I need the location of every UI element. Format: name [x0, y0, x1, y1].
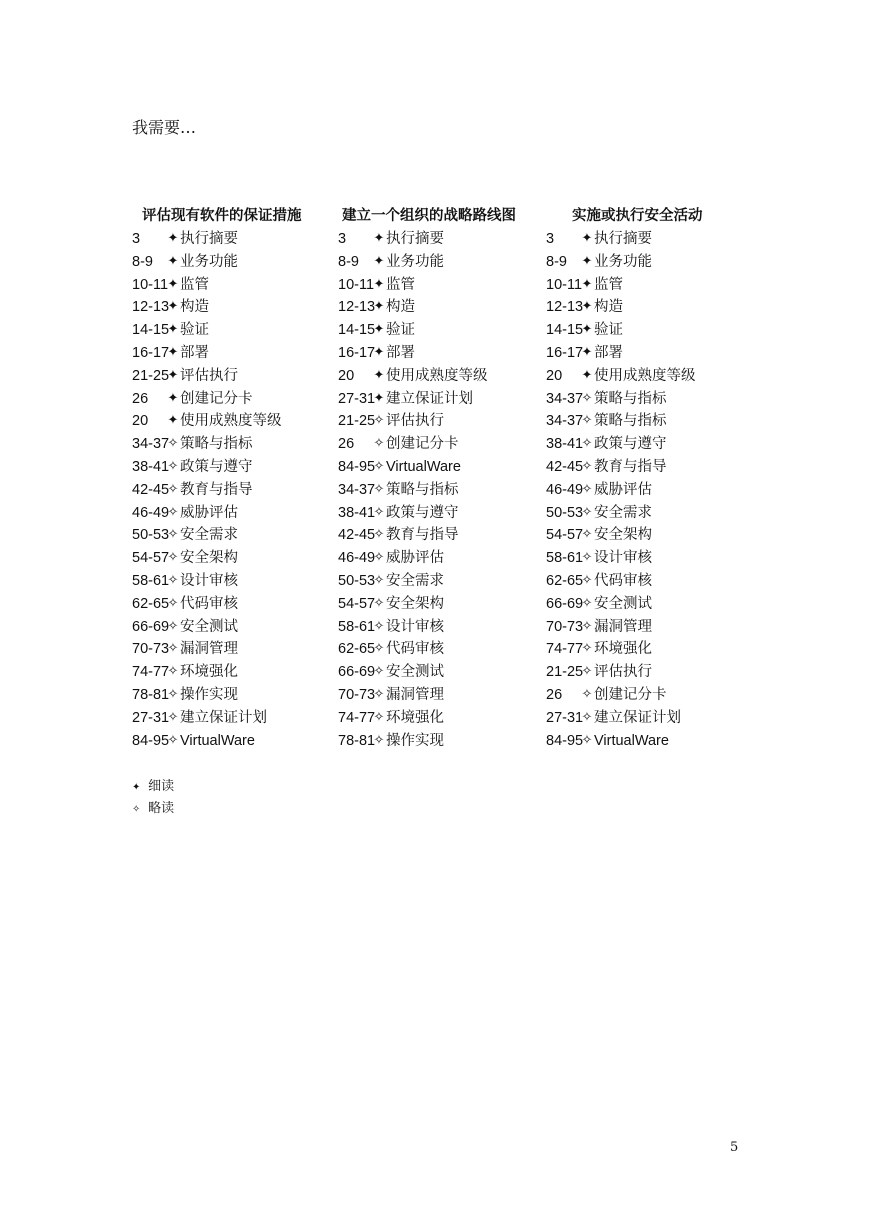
list-item — [132, 707, 342, 730]
outline-star-icon: ✧ — [167, 618, 179, 634]
list-item — [338, 707, 548, 730]
filled-star-icon: ✦ — [581, 344, 593, 360]
list-item — [338, 638, 548, 661]
section-title: 验证 — [386, 322, 415, 339]
list-item — [132, 319, 342, 342]
section-title: 安全测试 — [594, 595, 652, 612]
section-title: 漏洞管理 — [180, 641, 238, 658]
list-item — [546, 524, 756, 547]
section-title: 策略与指标 — [594, 390, 667, 407]
page-range: 66-69 — [546, 595, 584, 612]
list-item — [132, 479, 342, 502]
page-range: 42-45 — [338, 527, 376, 544]
filled-star-icon: ✦ — [373, 390, 385, 406]
outline-star-icon: ✧ — [373, 572, 385, 588]
section-title: 建立保证计划 — [594, 709, 681, 726]
list-item — [546, 502, 756, 525]
list-item — [546, 410, 756, 433]
list-item — [132, 251, 342, 274]
section-title: 使用成熟度等级 — [180, 413, 282, 430]
filled-star-icon: ✦ — [373, 344, 385, 360]
outline-star-icon: ✧ — [373, 686, 385, 702]
list-item — [546, 730, 756, 753]
list-item — [338, 547, 548, 570]
outline-star-icon: ✧ — [167, 709, 179, 725]
section-title: 代码审核 — [594, 572, 652, 589]
section-title: 环境强化 — [386, 709, 444, 726]
page-range: 16-17 — [338, 344, 376, 361]
outline-star-icon: ✧ — [581, 664, 593, 680]
column-heading: 实施或执行安全活动 — [572, 208, 703, 224]
outline-star-icon: ✧ — [167, 481, 179, 497]
section-title: 设计审核 — [386, 618, 444, 635]
list-item — [546, 342, 756, 365]
page-range: 78-81 — [338, 732, 376, 749]
list-item — [338, 456, 548, 479]
filled-star-icon: ✦ — [167, 253, 179, 269]
list-item — [338, 296, 548, 319]
section-title: 业务功能 — [386, 253, 444, 270]
list-item — [546, 456, 756, 479]
page-range: 42-45 — [132, 481, 170, 498]
outline-star-icon: ✧ — [167, 572, 179, 588]
column-heading: 建立一个组织的战略路线图 — [342, 208, 516, 224]
legend-item-skim — [132, 798, 174, 820]
filled-star-icon: ✦ — [373, 231, 385, 246]
page-range: 58-61 — [338, 618, 376, 635]
page-range: 62-65 — [546, 572, 584, 589]
list-item — [338, 479, 548, 502]
list-item — [132, 456, 342, 479]
list-item — [132, 274, 342, 297]
list-item — [338, 730, 548, 753]
list-item — [132, 502, 342, 525]
filled-star-icon: ✦ — [373, 367, 385, 383]
list-item — [546, 319, 756, 342]
section-title: 业务功能 — [594, 253, 652, 270]
list-item — [132, 524, 342, 547]
filled-star-icon: ✦ — [581, 276, 593, 292]
list-item — [338, 365, 548, 388]
outline-star-icon: ✧ — [581, 732, 593, 748]
outline-star-icon: ✧ — [167, 686, 179, 702]
page-range: 38-41 — [338, 504, 376, 521]
page-range: 34-37 — [546, 390, 584, 407]
filled-star-icon: ✦ — [581, 299, 593, 315]
page-range: 20 — [338, 367, 355, 384]
outline-star-icon: ✧ — [373, 664, 385, 680]
outline-star-icon: ✧ — [167, 436, 179, 452]
page-range: 70-73 — [338, 686, 376, 703]
page-range: 8-9 — [546, 253, 567, 270]
section-title: VirtualWare — [386, 458, 461, 475]
outline-star-icon: ✧ — [373, 641, 385, 657]
filled-star-icon: ✦ — [581, 367, 593, 383]
section-title: 安全需求 — [594, 504, 652, 521]
section-title: 操作实现 — [180, 686, 238, 703]
page-range: 54-57 — [338, 595, 376, 612]
filled-star-icon: ✦ — [581, 231, 593, 246]
outline-star-icon: ✧ — [167, 504, 179, 520]
section-title: 设计审核 — [180, 572, 238, 589]
column-rows — [338, 228, 548, 752]
section-title: 评估执行 — [386, 413, 444, 430]
filled-star-icon: ✦ — [581, 322, 593, 338]
list-item — [546, 661, 756, 684]
page-range: 50-53 — [132, 527, 170, 544]
page-range: 54-57 — [132, 550, 170, 567]
list-item — [338, 570, 548, 593]
page-range: 46-49 — [132, 504, 170, 521]
list-item — [338, 342, 548, 365]
section-title: 教育与指导 — [180, 481, 253, 498]
page-range: 74-77 — [132, 664, 170, 681]
section-title: 部署 — [180, 344, 209, 361]
page-range: 3 — [338, 231, 347, 247]
page-range: 66-69 — [338, 664, 376, 681]
page-range: 20 — [132, 413, 149, 430]
outline-star-icon: ✧ — [373, 709, 385, 725]
section-title: 漏洞管理 — [386, 686, 444, 703]
page-range: 3 — [132, 231, 141, 247]
list-item — [338, 319, 548, 342]
outline-star-icon: ✧ — [581, 709, 593, 725]
filled-star-icon: ✦ — [167, 276, 179, 292]
section-title: 评估执行 — [180, 367, 238, 384]
page-range: 21-25 — [338, 413, 376, 430]
section-title: 部署 — [386, 344, 415, 361]
list-item — [338, 524, 548, 547]
page-range: 8-9 — [338, 253, 359, 270]
section-title: 使用成熟度等级 — [594, 367, 696, 384]
page-range: 16-17 — [132, 344, 170, 361]
outline-star-icon: ✧ — [373, 527, 385, 543]
page-range: 58-61 — [546, 550, 584, 567]
list-item — [546, 365, 756, 388]
legend — [132, 776, 174, 820]
column-heading: 评估现有软件的保证措施 — [142, 208, 302, 224]
list-item — [546, 593, 756, 616]
section-title: 策略与指标 — [386, 481, 459, 498]
page-range: 62-65 — [132, 595, 170, 612]
list-item — [132, 638, 342, 661]
page-range: 21-25 — [546, 664, 584, 681]
section-title: 教育与指导 — [386, 527, 459, 544]
page-range: 20 — [546, 367, 563, 384]
filled-star-icon: ✦ — [132, 782, 141, 793]
legend-label: 细读 — [148, 779, 175, 794]
section-title: 安全需求 — [180, 527, 238, 544]
outline-star-icon: ✧ — [167, 458, 179, 474]
section-title: 环境强化 — [180, 664, 238, 681]
list-item — [546, 616, 756, 639]
list-item — [338, 502, 548, 525]
page-range: 10-11 — [132, 276, 169, 293]
column-rows — [132, 228, 342, 752]
page-range: 16-17 — [546, 344, 584, 361]
section-title: 安全需求 — [386, 572, 444, 589]
page-range: 27-31 — [132, 709, 170, 726]
list-item — [338, 388, 548, 411]
page-range: 38-41 — [546, 436, 584, 453]
list-item — [546, 228, 756, 251]
column-implement — [546, 205, 756, 752]
page-range: 50-53 — [338, 572, 376, 589]
section-title: 安全架构 — [386, 595, 444, 612]
list-item — [546, 296, 756, 319]
section-title: 监管 — [386, 276, 415, 293]
list-item — [132, 388, 342, 411]
filled-star-icon: ✦ — [167, 367, 179, 383]
list-item — [546, 707, 756, 730]
outline-star-icon: ✧ — [167, 732, 179, 748]
page-range: 50-53 — [546, 504, 584, 521]
list-item — [338, 410, 548, 433]
section-title: 策略与指标 — [180, 436, 253, 453]
list-item — [132, 570, 342, 593]
outline-star-icon: ✧ — [581, 572, 593, 588]
section-title: 安全架构 — [180, 550, 238, 567]
page-range: 12-13 — [546, 299, 584, 316]
list-item — [338, 274, 548, 297]
page-range: 27-31 — [338, 390, 376, 407]
column-assess — [132, 205, 342, 752]
page-range: 46-49 — [338, 550, 376, 567]
page-number: 5 — [730, 1140, 739, 1155]
list-item — [338, 433, 548, 456]
page-range: 21-25 — [132, 367, 170, 384]
list-item — [132, 593, 342, 616]
section-title: 执行摘要 — [386, 231, 444, 247]
list-item — [132, 616, 342, 639]
legend-item-read — [132, 776, 174, 798]
page-range: 84-95 — [546, 732, 584, 749]
page-range: 8-9 — [132, 253, 153, 270]
page-range: 34-37 — [546, 413, 584, 430]
filled-star-icon: ✦ — [167, 390, 179, 406]
outline-star-icon: ✧ — [373, 481, 385, 497]
section-title: 安全架构 — [594, 527, 652, 544]
section-title: 建立保证计划 — [386, 390, 473, 407]
page-range: 14-15 — [546, 322, 584, 339]
list-item — [546, 433, 756, 456]
list-item — [132, 684, 342, 707]
section-title: 政策与遵守 — [386, 504, 459, 521]
outline-star-icon: ✧ — [581, 595, 593, 611]
section-title: 验证 — [594, 322, 623, 339]
section-title: 评估执行 — [594, 664, 652, 681]
page-range: 42-45 — [546, 458, 584, 475]
section-title: 设计审核 — [594, 550, 652, 567]
section-title: 教育与指导 — [594, 458, 667, 475]
outline-star-icon: ✧ — [167, 641, 179, 657]
section-title: 部署 — [594, 344, 623, 361]
outline-star-icon: ✧ — [373, 413, 385, 429]
section-title: 验证 — [180, 322, 209, 339]
page-range: 34-37 — [338, 481, 376, 498]
section-title: 构造 — [386, 299, 415, 316]
page-range: 46-49 — [546, 481, 584, 498]
list-item — [132, 547, 342, 570]
list-item — [546, 388, 756, 411]
list-item — [338, 661, 548, 684]
section-title: 安全测试 — [386, 664, 444, 681]
filled-star-icon: ✦ — [167, 413, 179, 429]
filled-star-icon: ✦ — [373, 253, 385, 269]
list-item — [132, 661, 342, 684]
outline-star-icon: ✧ — [373, 618, 385, 634]
column-rows — [546, 228, 756, 752]
page-range: 38-41 — [132, 458, 170, 475]
section-title: 创建记分卡 — [180, 390, 253, 407]
section-title: 安全测试 — [180, 618, 238, 635]
section-title: 代码审核 — [386, 641, 444, 658]
filled-star-icon: ✦ — [373, 299, 385, 315]
list-item — [132, 296, 342, 319]
outline-star-icon: ✧ — [581, 390, 593, 406]
intro-text: 我需要… — [132, 118, 197, 137]
page-range: 10-11 — [546, 276, 583, 293]
page-range: 27-31 — [546, 709, 584, 726]
list-item — [546, 570, 756, 593]
section-title: 政策与遵守 — [594, 436, 667, 453]
list-item — [546, 638, 756, 661]
page-range: 66-69 — [132, 618, 170, 635]
section-title: 政策与遵守 — [180, 458, 253, 475]
list-item — [546, 251, 756, 274]
outline-star-icon: ✧ — [373, 458, 385, 474]
page-range: 26 — [132, 390, 149, 407]
list-item — [546, 479, 756, 502]
section-title: 威胁评估 — [594, 481, 652, 498]
section-title: VirtualWare — [180, 732, 255, 749]
outline-star-icon: ✧ — [132, 804, 141, 815]
section-title: 操作实现 — [386, 732, 444, 749]
list-item — [132, 228, 342, 251]
page-range: 26 — [546, 686, 563, 703]
list-item — [338, 616, 548, 639]
outline-star-icon: ✧ — [581, 413, 593, 429]
page-range: 70-73 — [546, 618, 584, 635]
outline-star-icon: ✧ — [373, 436, 385, 452]
page-range: 58-61 — [132, 572, 170, 589]
page-range: 12-13 — [132, 299, 170, 316]
outline-star-icon: ✧ — [581, 481, 593, 497]
section-title: 创建记分卡 — [594, 686, 667, 703]
outline-star-icon: ✧ — [373, 732, 385, 748]
page-range: 3 — [546, 231, 555, 247]
filled-star-icon: ✦ — [373, 276, 385, 292]
section-title: 监管 — [594, 276, 623, 293]
outline-star-icon: ✧ — [167, 664, 179, 680]
section-title: 建立保证计划 — [180, 709, 267, 726]
section-title: 执行摘要 — [594, 231, 652, 247]
list-item — [338, 684, 548, 707]
section-title: VirtualWare — [594, 732, 669, 749]
section-title: 威胁评估 — [180, 504, 238, 521]
filled-star-icon: ✦ — [167, 231, 179, 246]
list-item — [132, 730, 342, 753]
page-range: 26 — [338, 436, 355, 453]
page-range: 54-57 — [546, 527, 584, 544]
section-title: 创建记分卡 — [386, 436, 459, 453]
section-title: 业务功能 — [180, 253, 238, 270]
outline-star-icon: ✧ — [373, 504, 385, 520]
column-roadmap — [338, 205, 548, 752]
page-range: 84-95 — [132, 732, 170, 749]
list-item — [546, 547, 756, 570]
list-item — [338, 251, 548, 274]
outline-star-icon: ✧ — [581, 527, 593, 543]
filled-star-icon: ✦ — [373, 322, 385, 338]
outline-star-icon: ✧ — [581, 618, 593, 634]
section-title: 漏洞管理 — [594, 618, 652, 635]
outline-star-icon: ✧ — [167, 595, 179, 611]
section-title: 使用成熟度等级 — [386, 367, 488, 384]
list-item — [132, 342, 342, 365]
page-range: 78-81 — [132, 686, 170, 703]
section-title: 策略与指标 — [594, 413, 667, 430]
legend-label: 略读 — [148, 801, 175, 816]
section-title: 监管 — [180, 276, 209, 293]
page-range: 74-77 — [338, 709, 376, 726]
outline-star-icon: ✧ — [581, 458, 593, 474]
page-range: 84-95 — [338, 458, 376, 475]
page-range: 14-15 — [338, 322, 376, 339]
outline-star-icon: ✧ — [581, 686, 593, 702]
list-item — [132, 410, 342, 433]
page-range: 10-11 — [338, 276, 375, 293]
section-title: 构造 — [180, 299, 209, 316]
section-title: 威胁评估 — [386, 550, 444, 567]
outline-star-icon: ✧ — [373, 595, 385, 611]
list-item — [338, 228, 548, 251]
section-title: 构造 — [594, 299, 623, 316]
page-range: 70-73 — [132, 641, 170, 658]
list-item — [132, 433, 342, 456]
outline-star-icon: ✧ — [167, 550, 179, 566]
list-item — [546, 274, 756, 297]
section-title: 代码审核 — [180, 595, 238, 612]
section-title: 环境强化 — [594, 641, 652, 658]
page-range: 12-13 — [338, 299, 376, 316]
section-title: 执行摘要 — [180, 231, 238, 247]
outline-star-icon: ✧ — [581, 641, 593, 657]
page-range: 14-15 — [132, 322, 170, 339]
outline-star-icon: ✧ — [581, 504, 593, 520]
list-item — [546, 684, 756, 707]
page-range: 74-77 — [546, 641, 584, 658]
outline-star-icon: ✧ — [581, 550, 593, 566]
page-range: 34-37 — [132, 436, 170, 453]
page-range: 62-65 — [338, 641, 376, 658]
list-item — [132, 365, 342, 388]
filled-star-icon: ✦ — [581, 253, 593, 269]
outline-star-icon: ✧ — [373, 550, 385, 566]
filled-star-icon: ✦ — [167, 344, 179, 360]
list-item — [338, 593, 548, 616]
outline-star-icon: ✧ — [581, 436, 593, 452]
outline-star-icon: ✧ — [167, 527, 179, 543]
filled-star-icon: ✦ — [167, 322, 179, 338]
filled-star-icon: ✦ — [167, 299, 179, 315]
